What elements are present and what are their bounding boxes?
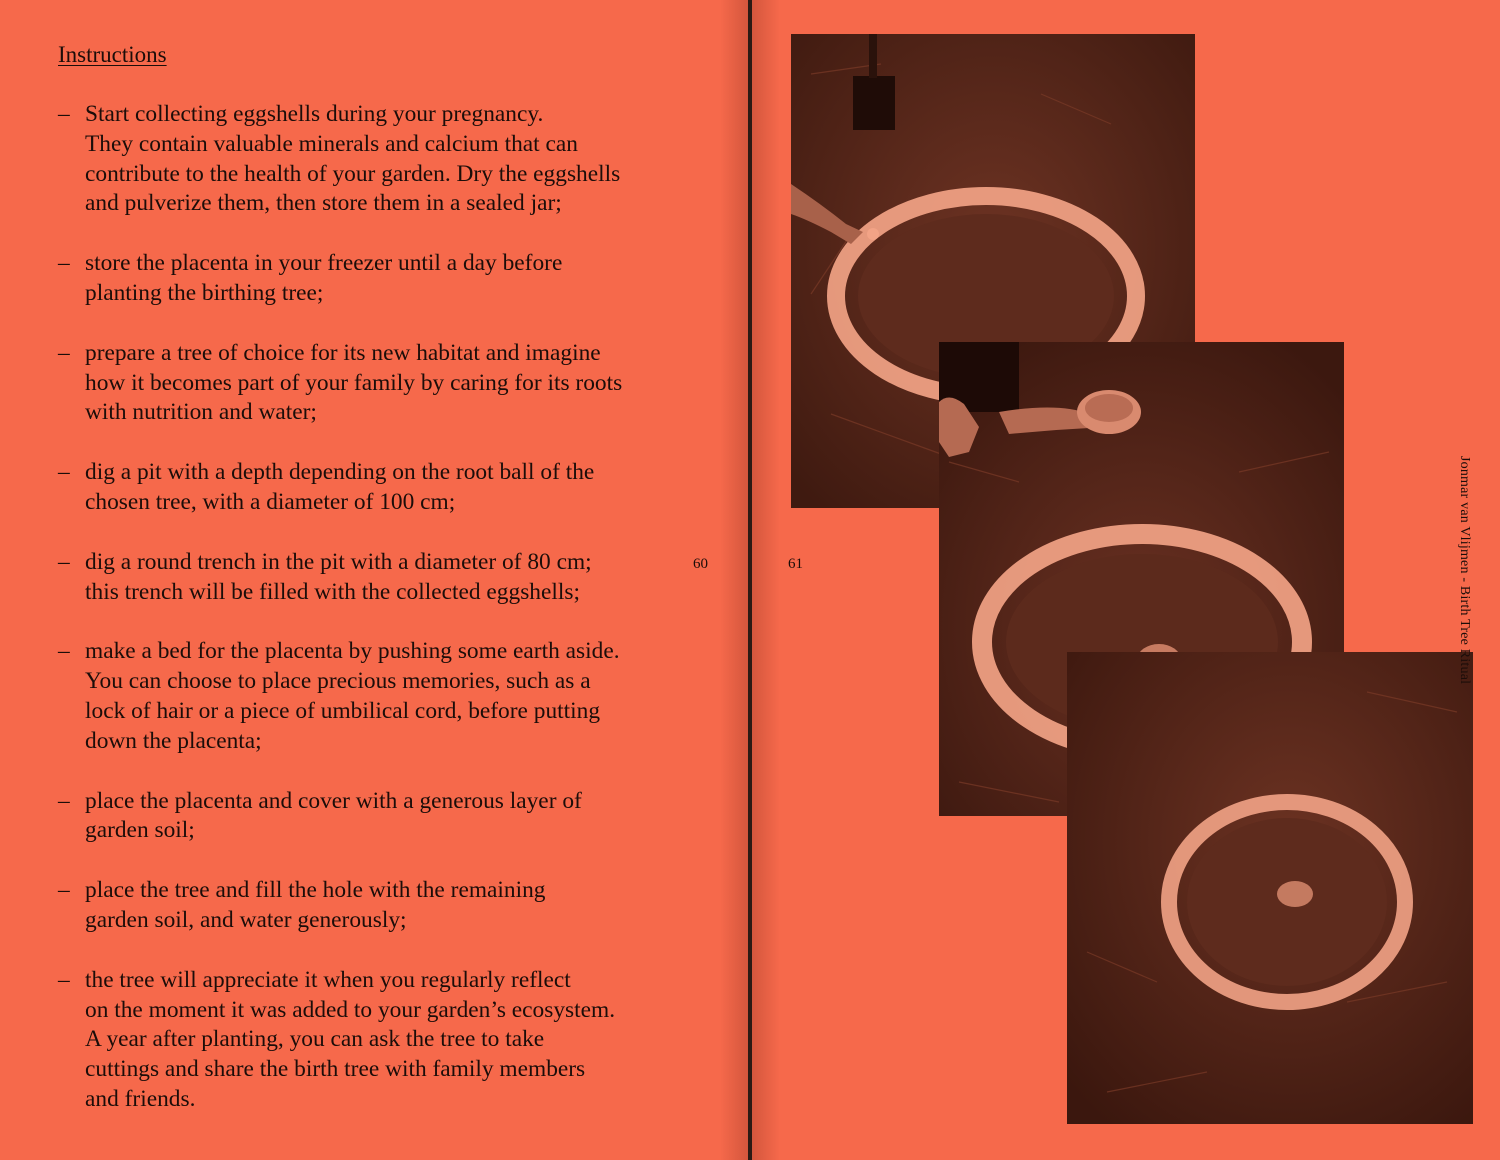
list-item	[58, 100, 678, 219]
list-item-text: make a bed for the placenta by pushing some earth aside. You can choose to place precious memories, such as a lock of hair or a piece of umbilical cord, before putting down the placenta;	[85, 638, 620, 754]
page-number-right: 61	[788, 556, 803, 572]
dash-bullet: –	[58, 966, 70, 993]
photo-covered-ring	[1067, 652, 1473, 1124]
gutter-shadow	[720, 0, 748, 1160]
list-item-text: place the placenta and cover with a generous layer of garden soil;	[85, 787, 582, 844]
gutter-shadow	[752, 0, 780, 1160]
dash-bullet: –	[58, 101, 70, 127]
right-page	[752, 0, 1500, 1160]
list-item-text: dig a round trench in the pit with a diameter of 80 cm; this trench will be filled with the collected eggshells;	[85, 548, 592, 605]
list-item-text: Start collecting eggshells during your pregnancy. They contain valuable minerals and calcium that can contribute to the health of your garden. Dry the eggshells and pulverize them, then store them in a sealed jar;	[85, 101, 621, 217]
list-item	[58, 787, 678, 847]
left-page	[0, 0, 748, 1160]
instruction-list	[58, 100, 678, 1115]
list-item	[58, 339, 678, 428]
dash-bullet: –	[58, 339, 70, 366]
dash-bullet: –	[58, 250, 70, 277]
list-item-text: prepare a tree of choice for its new habitat and imagine how it becomes part of your family by caring for its roots with nutrition and water;	[85, 339, 623, 426]
list-item-text: the tree will appreciate it when you regularly reflect on the moment it was added to your garden’s ecosystem. A year after planting, you can ask the tree to take cuttings and share the birth tree with family members and friends.	[85, 966, 616, 1112]
dash-bullet: –	[58, 787, 70, 814]
list-item	[58, 876, 678, 936]
list-item	[58, 966, 678, 1115]
dash-bullet: –	[58, 548, 70, 575]
running-head: Jonmar van Vlijmen - Birth Tree Ritual	[1457, 456, 1472, 685]
page-number-left: 60	[693, 556, 708, 572]
dash-bullet: –	[58, 638, 70, 665]
list-item-text: store the placenta in your freezer until a day before planting the birthing tree;	[85, 250, 563, 306]
list-item-text: dig a pit with a depth depending on the root ball of the chosen tree, with a diameter of 100 cm;	[85, 459, 595, 515]
list-item	[58, 249, 678, 309]
dash-bullet: –	[58, 459, 70, 486]
list-item	[58, 637, 678, 756]
page-heading: Instructions	[58, 42, 167, 67]
list-item	[58, 548, 678, 608]
dash-bullet: –	[58, 877, 70, 904]
list-item	[58, 458, 678, 518]
list-item-text: place the tree and fill the hole with the remaining garden soil, and water generously;	[85, 877, 546, 933]
